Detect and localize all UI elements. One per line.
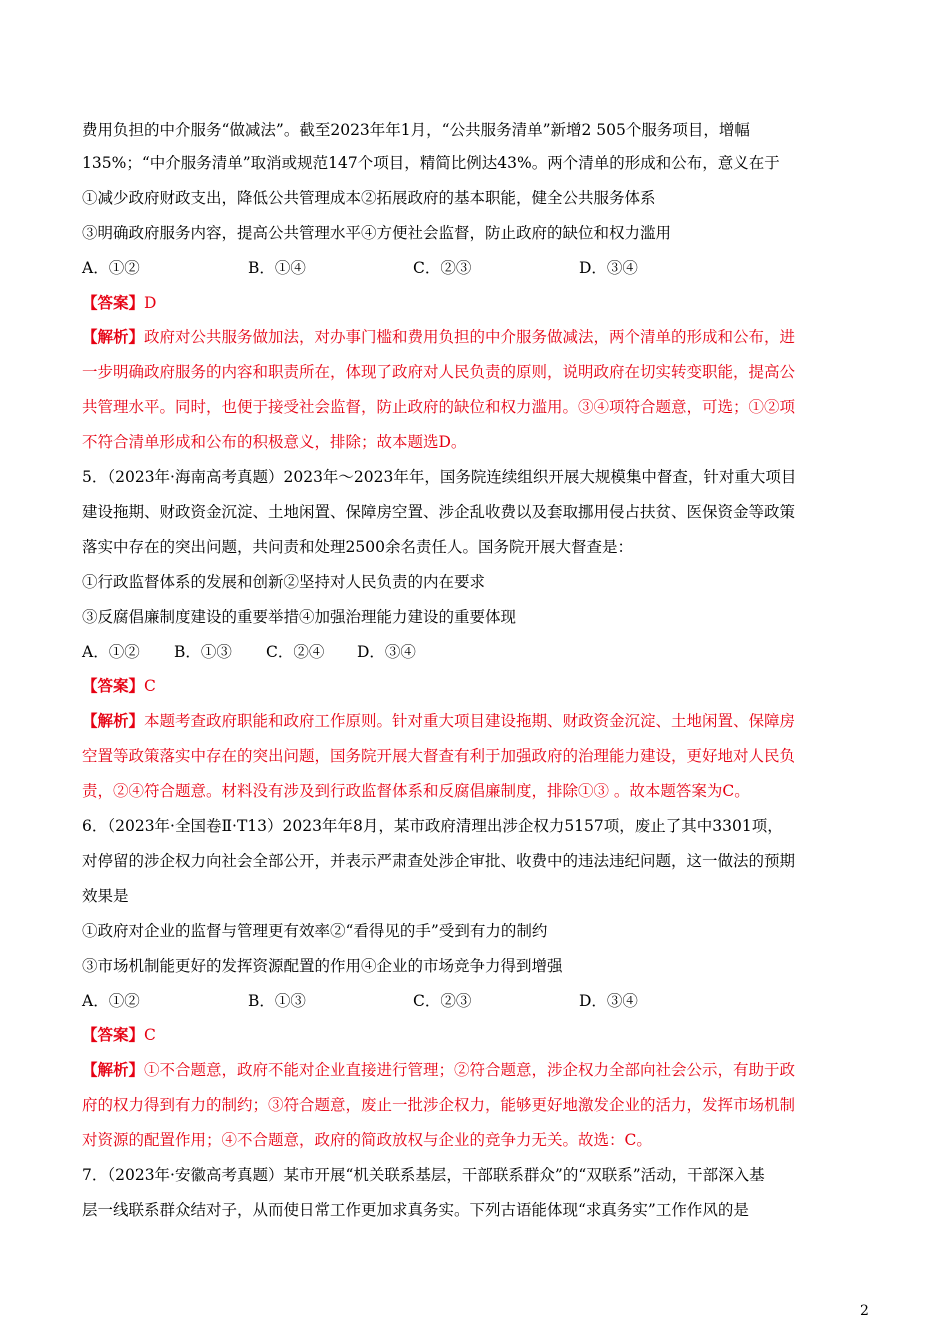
q5-analysis-line-3: 责，②④符合题意。材料没有涉及到行政监督体系和反腐倡廉制度，排除①③ 。故本题答案为C。: [82, 782, 750, 800]
q4-option-b: B．①④: [248, 259, 306, 277]
analysis-label: 【解析】: [82, 327, 145, 346]
answer-label: 【答案】: [82, 676, 145, 695]
q6-choice-line-1: ①政府对企业的监督与管理更有效率②“看得见的手”受到有力的制约: [82, 922, 548, 940]
q6-analysis-line-1: 【解析】①不合题意，政府不能对企业直接进行管理；②符合题意，涉企权力全部向社会公示，有助于政: [82, 1060, 796, 1079]
q5-option-a: A．①②: [82, 643, 140, 661]
q7-stem-line-1: 7．（2023年·安徽高考真题）某市开展“机关联系基层，干部联系群众”的“双联系”活动，干部深入基: [82, 1166, 765, 1184]
q4-analysis-line-2: 一步明确政府服务的内容和职责所在，体现了政府对人民负责的原则，说明政府在切实转变职能，提高公: [82, 363, 796, 381]
q4-stem-line-2: 135%；“中介服务清单”取消或规范147个项目，精简比例达43%。两个清单的形成和公布，意义在于: [82, 154, 780, 172]
q5-choice-line-1: ①行政监督体系的发展和创新②坚持对人民负责的内在要求: [82, 573, 486, 591]
q4-option-a: A．①②: [82, 259, 140, 277]
q4-stem-line-1: 费用负担的中介服务“做减法”。截至2023年年1月，“公共服务清单”新增2 505个服务项目，增幅: [82, 121, 750, 139]
q6-choice-line-2: ③市场机制能更好的发挥资源配置的作用④企业的市场竞争力得到增强: [82, 957, 563, 975]
q5-analysis-line-2: 空置等政策落实中存在的突出问题，国务院开展大督查有利于加强政府的治理能力建设，更好地对人民负: [82, 747, 796, 765]
analysis-label: 【解析】: [82, 1060, 145, 1079]
q4-analysis-line-3: 共管理水平。同时，也便于接受社会监督，防止政府的缺位和权力滥用。③④项符合题意，可选；①②项: [82, 398, 796, 416]
q5-answer: [82, 676, 872, 696]
q5-option-c: C．②④: [266, 643, 325, 661]
q6-option-c: C．②③: [413, 992, 472, 1010]
q6-stem-line-2: 对停留的涉企权力向社会全部公开，并表示严肃查处涉企审批、收费中的违法违纪问题，这一做法的预期: [82, 852, 796, 870]
answer-label: 【答案】: [82, 1025, 145, 1044]
q4-analysis-line-4: 不符合清单形成和公布的积极意义，排除；故本题选D。: [82, 433, 467, 451]
q4-options: [82, 258, 872, 278]
q5-choice-line-2: ③反腐倡廉制度建设的重要举措④加强治理能力建设的重要体现: [82, 608, 517, 626]
q5-stem-line-3: 落实中存在的突出问题，共问责和处理2500余名责任人。国务院开展大督查是：: [82, 538, 633, 556]
q6-option-a: A．①②: [82, 992, 140, 1010]
q7-stem-line-2: 层一线联系群众结对子，从而使日常工作更加求真务实。下列古语能体现“求真务实”工作作风的是: [82, 1201, 749, 1219]
q5-analysis-line-1: 【解析】本题考查政府职能和政府工作原则。针对重大项目建设拖期、财政资金沉淀、土地闲置、保障房: [82, 711, 796, 730]
q6-answer: [82, 1025, 872, 1045]
answer-value: C: [144, 677, 156, 695]
q4-option-c: C．②③: [413, 259, 472, 277]
q4-answer: [82, 293, 872, 313]
q5-option-b: B．①③: [174, 643, 232, 661]
q6-option-b: B．①③: [248, 992, 306, 1010]
q6-options: [82, 991, 872, 1011]
analysis-label: 【解析】: [82, 711, 145, 730]
q6-analysis-line-2: 府的权力得到有力的制约；③符合题意，废止一批涉企权力，能够更好地激发企业的活力，发挥市场机制: [82, 1096, 796, 1114]
answer-value: D: [144, 294, 157, 312]
q5-stem-line-1: 5．（2023年·海南高考真题）2023年～2023年年，国务院连续组织开展大规模集中督查，针对重大项目: [82, 468, 797, 486]
q6-analysis-line-3: 对资源的配置作用；④不合题意，政府的简政放权与企业的竞争力无关。故选：C。: [82, 1131, 652, 1149]
q4-analysis-line-1: 【解析】政府对公共服务做加法，对办事门槛和费用负担的中介服务做减法，两个清单的形成和公布，进: [82, 327, 796, 346]
q5-stem-line-2: 建设拖期、财政资金沉淀、土地闲置、保障房空置、涉企乱收费以及套取挪用侵占扶贫、医保资金等政策: [82, 503, 796, 521]
q4-choice-line-1: ①减少政府财政支出，降低公共管理成本②拓展政府的基本职能，健全公共服务体系: [82, 189, 656, 207]
answer-label: 【答案】: [82, 293, 145, 312]
q4-option-d: D．③④: [579, 259, 638, 277]
q6-stem-line-1: 6．（2023年·全国卷Ⅱ·T13）2023年年8月，某市政府清理出涉企权力5157项，废止了其中3301项，: [82, 817, 783, 835]
q5-options: [82, 642, 872, 662]
q6-option-d: D．③④: [579, 992, 638, 1010]
q6-stem-line-3: 效果是: [82, 887, 129, 905]
answer-value: C: [144, 1026, 156, 1044]
page-number: 2: [860, 1303, 869, 1319]
q4-choice-line-2: ③明确政府服务内容，提高公共管理水平④方便社会监督，防止政府的缺位和权力滥用: [82, 224, 672, 242]
q5-option-d: D．③④: [357, 643, 416, 661]
